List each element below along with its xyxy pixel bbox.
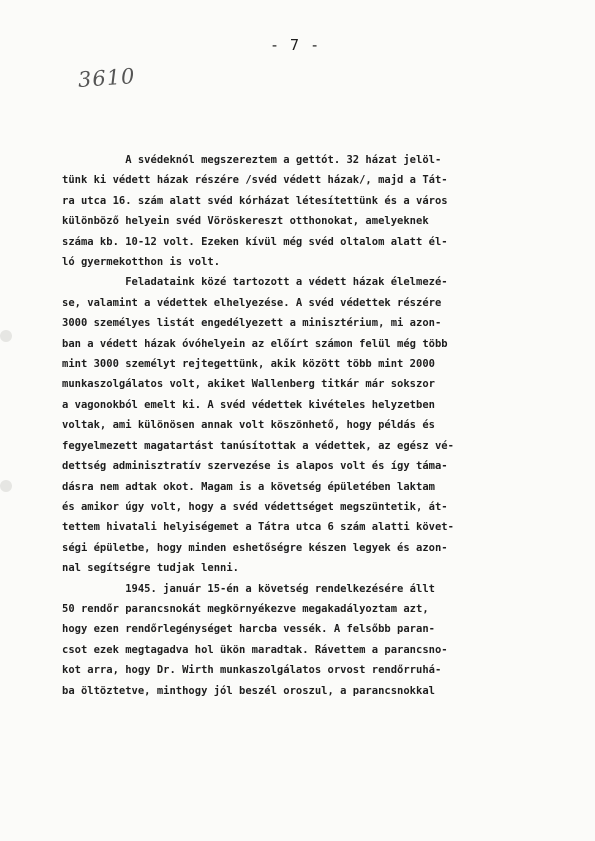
text-line: ra utca 16. szám alatt svéd kórházat létesítettünk és a város — [62, 194, 448, 207]
text-line: 1945. január 15-én a követség rendelkezésére állt — [62, 582, 435, 595]
text-line: csot ezek megtagadva hol ükön maradtak. Rávettem a parancsno- — [62, 643, 448, 656]
text-line: hogy ezen rendőrlegénységet harcba vessék. A felsőbb paran- — [62, 623, 435, 636]
text-line: száma kb. 10-12 volt. Ezeken kívül még svéd oltalom alatt él- — [62, 235, 448, 248]
text-line: és amikor úgy volt, hogy a svéd védettséget megszüntetik, át- — [62, 500, 448, 513]
handwritten-archive-number: 3610 — [77, 64, 137, 92]
text-line: mint 3000 személyt rejtegettünk, akik között több mint 2000 — [62, 358, 435, 371]
text-line: tettem hivatali helyiségemet a Tátra utca 6 szám alatti követ- — [62, 521, 454, 534]
text-line: kot arra, hogy Dr. Wirth munkaszolgálatos orvost rendőrruhá- — [62, 664, 442, 677]
text-line: ségi épületbe, hogy minden eshetőségre készen legyek és azon- — [62, 541, 448, 554]
punch-hole-mark — [0, 330, 12, 342]
text-line: nal segítségre tudjak lenni. — [62, 562, 240, 575]
text-line: Feladataink közé tartozott a védett házak élelmezé- — [62, 276, 448, 289]
text-line: voltak, ami különösen annak volt köszönhető, hogy példás és — [62, 419, 435, 432]
text-line: A svédeknól megszereztem a gettót. 32 házat jelöl- — [62, 154, 442, 166]
page-number: - 7 - — [270, 36, 321, 54]
text-line: dettség adminisztratív szervezése is alapos volt és így táma- — [62, 460, 448, 473]
text-line: dásra nem adtak okot. Magam is a követség épületében laktam — [62, 480, 435, 493]
text-line: munkaszolgálatos volt, akiket Wallenberg titkár már sokszor — [62, 378, 435, 391]
text-line: 50 rendőr parancsnokát megkörnyékezve megakadályoztam azt, — [62, 602, 429, 615]
text-line: tünk ki védett házak részére /svéd védett házak/, majd a Tát- — [62, 174, 448, 187]
text-line: 3000 személyes listát engedélyezett a minisztérium, mi azon- — [62, 317, 442, 330]
text-line: se, valamint a védettek elhelyezése. A svéd védettek részére — [62, 296, 442, 309]
text-line: ba öltöztetve, minthogy jól beszél oroszul, a parancsnokkal — [62, 684, 435, 697]
text-line: különböző helyein svéd Vöröskereszt otthonokat, amelyeknek — [62, 215, 429, 228]
body-text — [62, 150, 532, 701]
text-line: a vagonokból emelt ki. A svéd védettek kivételes helyzetben — [62, 398, 435, 411]
text-line: ban a védett házak óvóhelyein az előírt számon felül még több — [62, 337, 448, 350]
bottom-dash-mark — [62, 822, 122, 828]
punch-hole-mark — [0, 480, 12, 492]
text-line: ló gyermekotthon is volt. — [62, 256, 221, 269]
text-line: fegyelmezett magatartást tanúsítottak a védettek, az egész vé- — [62, 439, 454, 452]
